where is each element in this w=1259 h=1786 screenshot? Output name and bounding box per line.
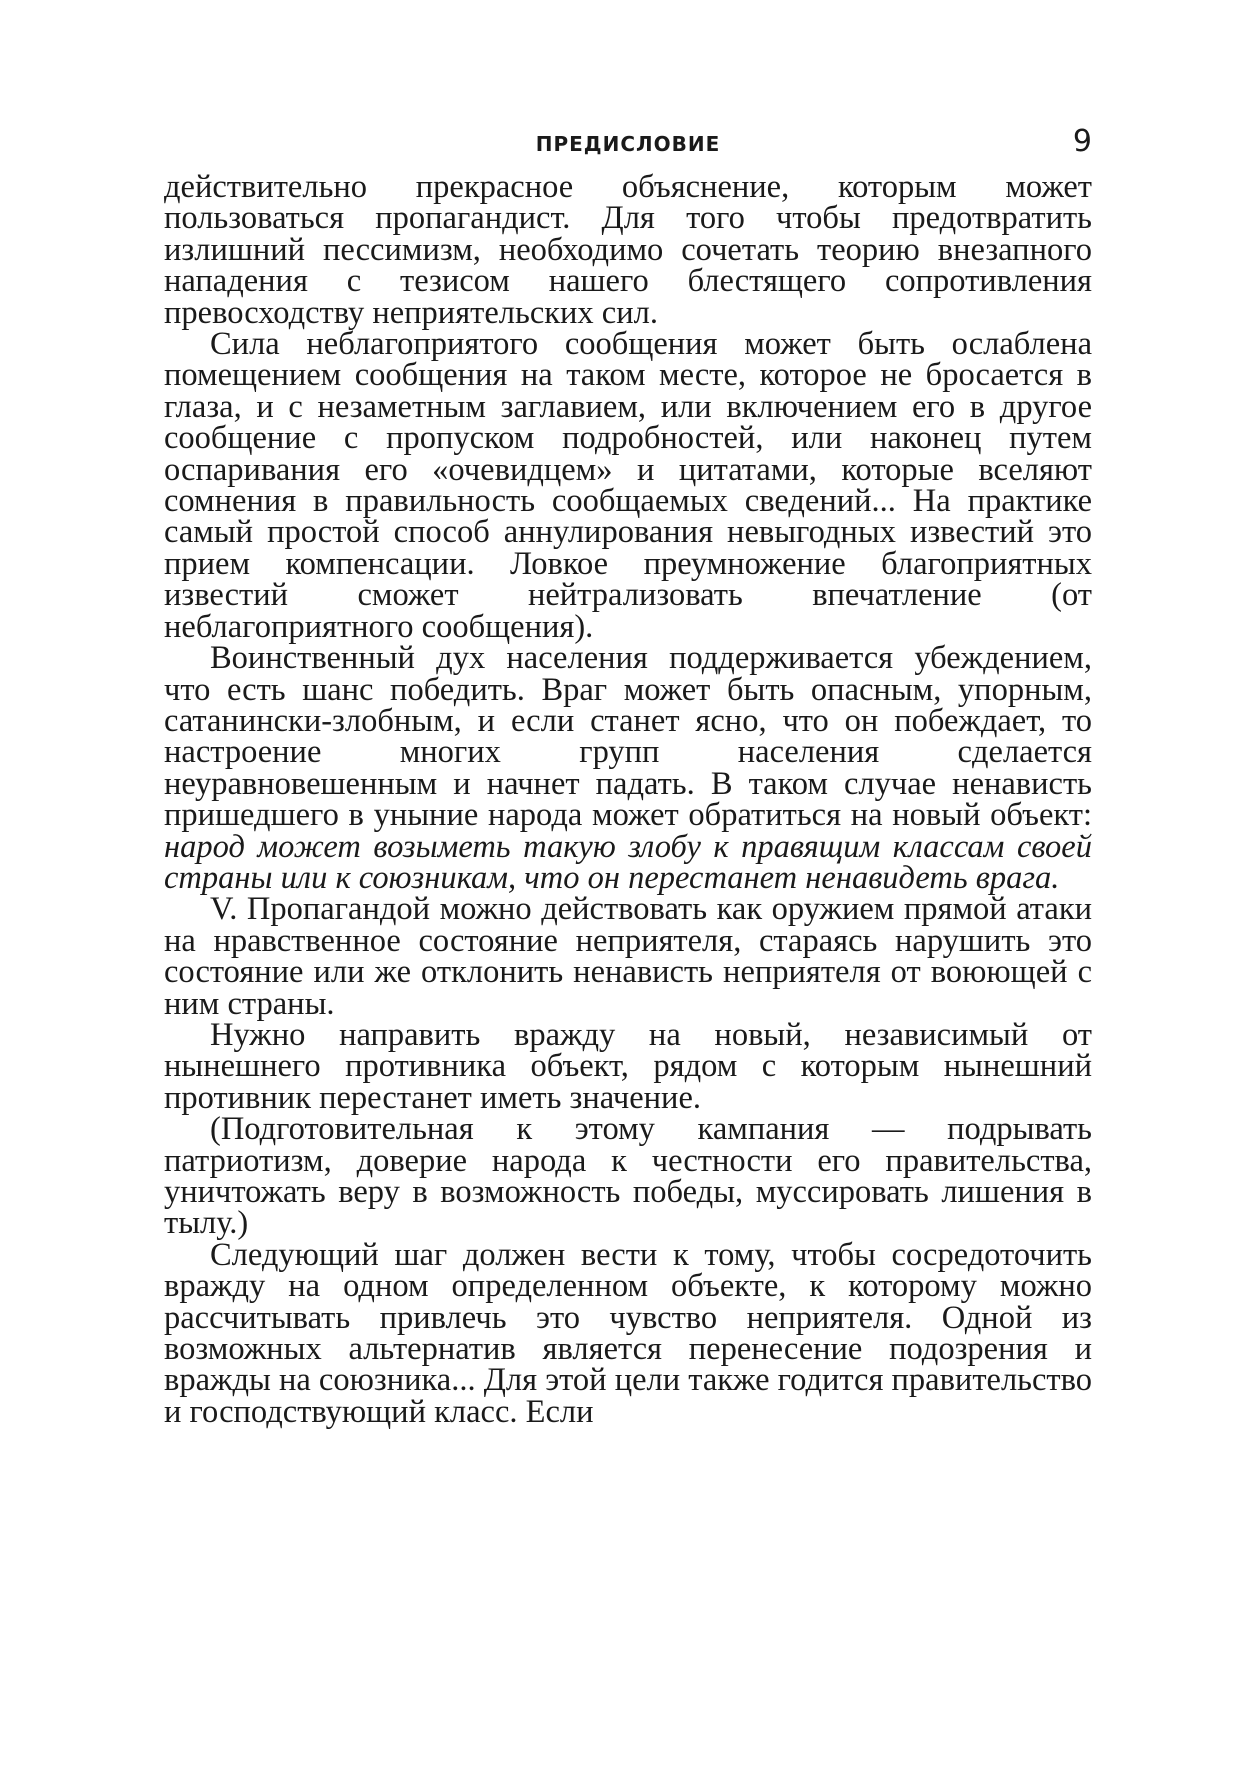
paragraph-6-text: (Подготовительная к этому кампания — подрывать патриотизм, доверие народа к честности его правительства, уничтожать веру в возможность победы, муссировать лишения в тылу.) [164, 1111, 1092, 1242]
paragraph-1 [164, 169, 1092, 331]
paragraph-2-text: Сила неблагоприятого сообщения может быть ослаблена помещением сообщения на таком месте, которое не бросается в глаза, и с незаметным заглавием, или включением его в другое сообщение с пропуском подробностей, или наконец путем оспаривания его «очевидцем» и цитатами, которые вселяют сомнения в правильность сообщаемых сведений... На практике самый простой способ аннулирования невыгодных известий это прием компенсации. Ловкое преумножение благоприятных известий сможет нейтрализовать впечатление (от неблагоприятного сообщения). [164, 326, 1092, 645]
paragraph-7-text: Следующий шаг должен вести к тому, чтобы сосредоточить вражду на одном определенном объекте, к которому можно рассчитывать привлечь это чувство неприятеля. Одной из возможных альтернатив является перенесение подозрения и вражды на союзника... Для этой цели также годится правительство и господствующий класс. Если [164, 1236, 1092, 1430]
running-title: ПРЕДИСЛОВИЕ [535, 132, 721, 156]
body-text [164, 169, 1092, 1430]
paragraph-4 [164, 891, 1092, 1022]
paragraph-4-text: V. Пропагандой можно действовать как оружием прямой атаки на нравственное состояние неприятеля, стараясь нарушить это состояние или же отклонить ненависть неприятеля от воюющей с ним страны. [164, 891, 1092, 1022]
paragraph-1-text: действительно прекрасное объяснение, которым может пользоваться пропагандист. Для того чтобы предотвратить излишний пессимизм, необходимо сочетать теорию внезапного нападения с тезисом нашего блестящего сопротивления превосходству неприятельских сил. [164, 169, 1092, 331]
running-head [164, 124, 1092, 168]
page-number: 9 [1072, 124, 1092, 159]
paragraph-7 [164, 1236, 1092, 1430]
paragraph-5-text: Нужно направить вражду на новый, независимый от нынешнего противника объект, рядом с которым нынешний противник перестанет иметь значение. [164, 1016, 1092, 1116]
paragraph-3-emphasis: народ может возыметь такую злобу к правящим классам своей страны или к союзникам, что он перестанет ненавидеть врага. [164, 828, 1092, 896]
paragraph-2 [164, 326, 1092, 645]
paragraph-5 [164, 1016, 1092, 1116]
paragraph-6 [164, 1111, 1092, 1242]
paragraph-3-text: Воинственный дух населения поддерживается убеждением, что есть шанс победить. Враг может быть опасным, упорным, сатанински-злобным, и если станет ясно, что он побеждает, то настроение многих групп населения сделается неуравновешенным и начнет падать. В таком случае ненависть пришедшего в уныние народа может обратиться на новый объект: [164, 640, 1092, 834]
paragraph-3 [164, 640, 1092, 896]
